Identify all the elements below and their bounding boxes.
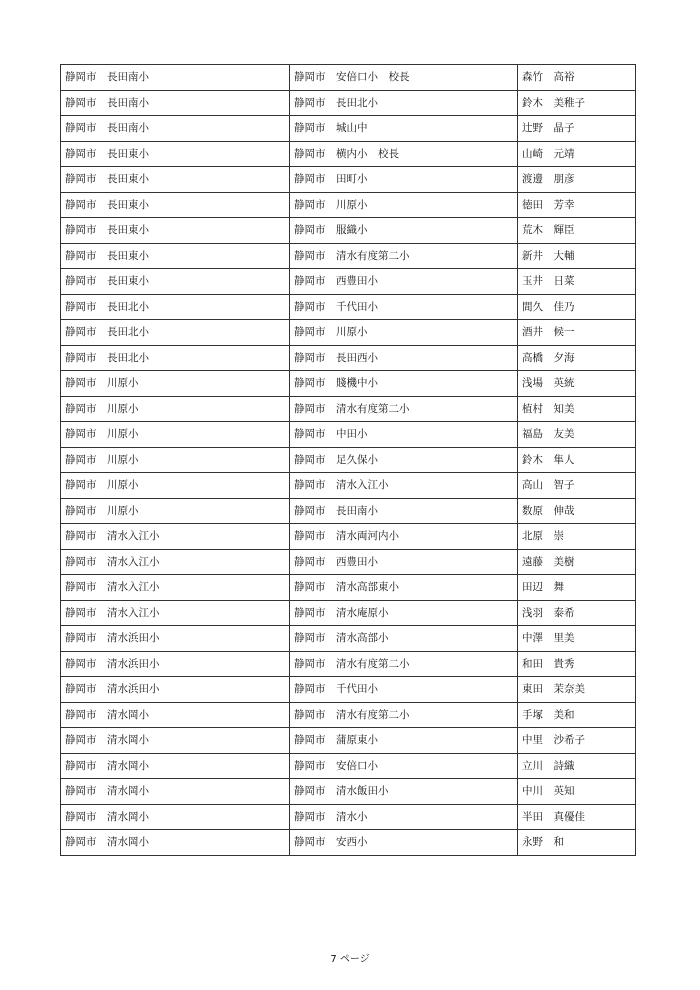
table-row bbox=[61, 498, 636, 524]
cell-to-school: 静岡市 安倍口小 bbox=[290, 753, 518, 779]
cell-from-school: 静岡市 川原小 bbox=[61, 422, 290, 448]
cell-person-name: 森竹 高裕 bbox=[518, 65, 636, 91]
cell-to-school: 静岡市 川原小 bbox=[290, 320, 518, 346]
cell-from-school: 静岡市 長田東小 bbox=[61, 269, 290, 295]
table-body bbox=[61, 65, 636, 856]
cell-to-school: 静岡市 田町小 bbox=[290, 167, 518, 193]
table-row bbox=[61, 473, 636, 499]
cell-from-school: 静岡市 清水岡小 bbox=[61, 830, 290, 856]
cell-person-name: 高橋 夕海 bbox=[518, 345, 636, 371]
table-row bbox=[61, 651, 636, 677]
table-row bbox=[61, 600, 636, 626]
cell-to-school: 静岡市 長田南小 bbox=[290, 498, 518, 524]
table-row bbox=[61, 396, 636, 422]
cell-to-school: 静岡市 服織小 bbox=[290, 218, 518, 244]
cell-to-school: 静岡市 西豊田小 bbox=[290, 269, 518, 295]
table-row bbox=[61, 626, 636, 652]
cell-person-name: 新井 大輔 bbox=[518, 243, 636, 269]
table-row bbox=[61, 804, 636, 830]
cell-from-school: 静岡市 長田東小 bbox=[61, 218, 290, 244]
cell-to-school: 静岡市 長田西小 bbox=[290, 345, 518, 371]
cell-from-school: 静岡市 清水入江小 bbox=[61, 600, 290, 626]
table-row bbox=[61, 141, 636, 167]
cell-from-school: 静岡市 清水岡小 bbox=[61, 702, 290, 728]
cell-person-name: 中里 沙希子 bbox=[518, 728, 636, 754]
cell-from-school: 静岡市 清水浜田小 bbox=[61, 651, 290, 677]
cell-to-school: 静岡市 安倍口小 校長 bbox=[290, 65, 518, 91]
cell-to-school: 静岡市 足久保小 bbox=[290, 447, 518, 473]
cell-from-school: 静岡市 長田東小 bbox=[61, 141, 290, 167]
cell-person-name: 北原 崇 bbox=[518, 524, 636, 550]
table-row bbox=[61, 549, 636, 575]
cell-to-school: 静岡市 横内小 校長 bbox=[290, 141, 518, 167]
table-row bbox=[61, 167, 636, 193]
table-row bbox=[61, 65, 636, 91]
cell-from-school: 静岡市 長田北小 bbox=[61, 320, 290, 346]
cell-person-name: 手塚 美和 bbox=[518, 702, 636, 728]
cell-from-school: 静岡市 川原小 bbox=[61, 498, 290, 524]
cell-person-name: 鈴木 隼人 bbox=[518, 447, 636, 473]
cell-person-name: 徳田 芳幸 bbox=[518, 192, 636, 218]
cell-from-school: 静岡市 川原小 bbox=[61, 473, 290, 499]
cell-from-school: 静岡市 清水入江小 bbox=[61, 524, 290, 550]
table-row bbox=[61, 677, 636, 703]
cell-from-school: 静岡市 長田南小 bbox=[61, 116, 290, 142]
cell-person-name: 永野 和 bbox=[518, 830, 636, 856]
cell-person-name: 田辺 舞 bbox=[518, 575, 636, 601]
table-row bbox=[61, 320, 636, 346]
cell-person-name: 遠藤 美樹 bbox=[518, 549, 636, 575]
table-row bbox=[61, 192, 636, 218]
cell-to-school: 静岡市 清水有度第二小 bbox=[290, 396, 518, 422]
cell-from-school: 静岡市 長田東小 bbox=[61, 192, 290, 218]
cell-from-school: 静岡市 清水岡小 bbox=[61, 753, 290, 779]
cell-to-school: 静岡市 安西小 bbox=[290, 830, 518, 856]
cell-person-name: 東田 茉奈美 bbox=[518, 677, 636, 703]
cell-person-name: 山崎 元靖 bbox=[518, 141, 636, 167]
cell-to-school: 静岡市 千代田小 bbox=[290, 677, 518, 703]
table-row bbox=[61, 243, 636, 269]
cell-person-name: 玉井 日菜 bbox=[518, 269, 636, 295]
cell-to-school: 静岡市 蒲原東小 bbox=[290, 728, 518, 754]
cell-from-school: 静岡市 長田東小 bbox=[61, 167, 290, 193]
cell-to-school: 静岡市 長田北小 bbox=[290, 90, 518, 116]
cell-to-school: 静岡市 川原小 bbox=[290, 192, 518, 218]
cell-person-name: 間久 佳乃 bbox=[518, 294, 636, 320]
cell-from-school: 静岡市 川原小 bbox=[61, 371, 290, 397]
cell-to-school: 静岡市 清水飯田小 bbox=[290, 779, 518, 805]
page-number: 7 ページ bbox=[330, 954, 370, 965]
table-row bbox=[61, 422, 636, 448]
cell-from-school: 静岡市 川原小 bbox=[61, 447, 290, 473]
cell-person-name: 高山 智子 bbox=[518, 473, 636, 499]
cell-to-school: 静岡市 清水高部小 bbox=[290, 626, 518, 652]
cell-from-school: 静岡市 清水入江小 bbox=[61, 549, 290, 575]
table-row bbox=[61, 753, 636, 779]
cell-from-school: 静岡市 長田北小 bbox=[61, 345, 290, 371]
cell-to-school: 静岡市 城山中 bbox=[290, 116, 518, 142]
table-row bbox=[61, 524, 636, 550]
cell-person-name: 和田 貴秀 bbox=[518, 651, 636, 677]
cell-to-school: 静岡市 清水有度第二小 bbox=[290, 702, 518, 728]
table-row bbox=[61, 702, 636, 728]
cell-from-school: 静岡市 川原小 bbox=[61, 396, 290, 422]
cell-from-school: 静岡市 清水浜田小 bbox=[61, 626, 290, 652]
cell-person-name: 中澤 里美 bbox=[518, 626, 636, 652]
cell-from-school: 静岡市 長田東小 bbox=[61, 243, 290, 269]
cell-to-school: 静岡市 清水高部東小 bbox=[290, 575, 518, 601]
cell-from-school: 静岡市 清水岡小 bbox=[61, 804, 290, 830]
cell-to-school: 静岡市 清水入江小 bbox=[290, 473, 518, 499]
table-row bbox=[61, 116, 636, 142]
cell-from-school: 静岡市 清水浜田小 bbox=[61, 677, 290, 703]
cell-person-name: 渡邊 朋彦 bbox=[518, 167, 636, 193]
cell-person-name: 荒木 輝臣 bbox=[518, 218, 636, 244]
table-row bbox=[61, 218, 636, 244]
cell-to-school: 静岡市 中田小 bbox=[290, 422, 518, 448]
cell-to-school: 静岡市 千代田小 bbox=[290, 294, 518, 320]
table-row bbox=[61, 345, 636, 371]
cell-person-name: 福島 友美 bbox=[518, 422, 636, 448]
cell-person-name: 中川 英知 bbox=[518, 779, 636, 805]
table-row bbox=[61, 371, 636, 397]
cell-person-name: 鈴木 美稚子 bbox=[518, 90, 636, 116]
cell-from-school: 静岡市 清水岡小 bbox=[61, 728, 290, 754]
cell-person-name: 半田 真優佳 bbox=[518, 804, 636, 830]
cell-person-name: 浅場 英統 bbox=[518, 371, 636, 397]
table-row bbox=[61, 294, 636, 320]
cell-from-school: 静岡市 長田北小 bbox=[61, 294, 290, 320]
transfer-table bbox=[60, 64, 636, 856]
cell-from-school: 静岡市 長田南小 bbox=[61, 90, 290, 116]
cell-to-school: 静岡市 賤機中小 bbox=[290, 371, 518, 397]
cell-person-name: 植村 知美 bbox=[518, 396, 636, 422]
cell-from-school: 静岡市 清水岡小 bbox=[61, 779, 290, 805]
table-row bbox=[61, 728, 636, 754]
cell-person-name: 酒井 候一 bbox=[518, 320, 636, 346]
table-row bbox=[61, 447, 636, 473]
cell-to-school: 静岡市 清水有度第二小 bbox=[290, 651, 518, 677]
cell-from-school: 静岡市 長田南小 bbox=[61, 65, 290, 91]
table-row bbox=[61, 830, 636, 856]
cell-to-school: 静岡市 清水小 bbox=[290, 804, 518, 830]
cell-person-name: 浅羽 泰希 bbox=[518, 600, 636, 626]
cell-person-name: 辻野 晶子 bbox=[518, 116, 636, 142]
table-row bbox=[61, 779, 636, 805]
cell-to-school: 静岡市 西豊田小 bbox=[290, 549, 518, 575]
table-row bbox=[61, 269, 636, 295]
cell-person-name: 数原 伸哉 bbox=[518, 498, 636, 524]
cell-to-school: 静岡市 清水有度第二小 bbox=[290, 243, 518, 269]
cell-person-name: 立川 詩織 bbox=[518, 753, 636, 779]
cell-to-school: 静岡市 清水両河内小 bbox=[290, 524, 518, 550]
table-row bbox=[61, 575, 636, 601]
cell-from-school: 静岡市 清水入江小 bbox=[61, 575, 290, 601]
cell-to-school: 静岡市 清水庵原小 bbox=[290, 600, 518, 626]
table-row bbox=[61, 90, 636, 116]
